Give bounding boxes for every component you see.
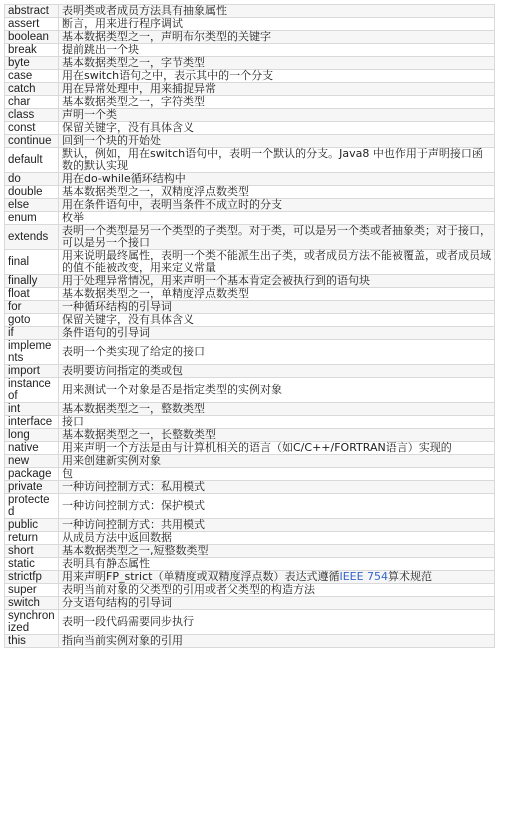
keyword-cell: private	[5, 481, 59, 494]
description-cell: 条件语句的引导词	[59, 327, 495, 340]
description-cell: 一种循环结构的引导词	[59, 301, 495, 314]
description-cell: 基本数据类型之一,短整数类型	[59, 545, 495, 558]
table-row	[5, 199, 495, 212]
keyword-cell: int	[5, 403, 59, 416]
table-row	[5, 481, 495, 494]
description-cell: 一种访问控制方式：保护模式	[59, 494, 495, 519]
table-row	[5, 83, 495, 96]
description-cell: 表明要访问指定的类或包	[59, 365, 495, 378]
description-cell: 表明具有静态属性	[59, 558, 495, 571]
keyword-cell: switch	[5, 597, 59, 610]
table-row	[5, 597, 495, 610]
keyword-cell: goto	[5, 314, 59, 327]
table-row	[5, 494, 495, 519]
keyword-cell: do	[5, 173, 59, 186]
keyword-cell: package	[5, 468, 59, 481]
keyword-cell: protected	[5, 494, 59, 519]
table-row	[5, 442, 495, 455]
java-keywords-table	[4, 4, 495, 648]
keyword-cell: interface	[5, 416, 59, 429]
description-cell: 基本数据类型之一，单精度浮点数类型	[59, 288, 495, 301]
table-row	[5, 558, 495, 571]
table-row	[5, 365, 495, 378]
description-cell: 表明一段代码需要同步执行	[59, 610, 495, 635]
description-cell: 基本数据类型之一，字符类型	[59, 96, 495, 109]
table-row	[5, 250, 495, 275]
keyword-cell: this	[5, 635, 59, 648]
table-row	[5, 378, 495, 403]
description-cell: 用在switch语句之中，表示其中的一个分支	[59, 70, 495, 83]
ieee-754-link[interactable]: IEEE 754	[339, 570, 389, 583]
table-row	[5, 584, 495, 597]
keyword-table-container	[4, 4, 494, 648]
description-cell: 表明一个类实现了给定的接口	[59, 340, 495, 365]
table-row	[5, 148, 495, 173]
keyword-cell: double	[5, 186, 59, 199]
description-cell: 用在异常处理中，用来捕捉异常	[59, 83, 495, 96]
table-row	[5, 70, 495, 83]
table-row	[5, 340, 495, 365]
table-row	[5, 31, 495, 44]
description-cell: 断言，用来进行程序调试	[59, 18, 495, 31]
description-cell: 用来声明一个方法是由与计算机相关的语言（如C/C++/FORTRAN语言）实现的	[59, 442, 495, 455]
description-text: 用来声明FP_strict（单精度或双精度浮点数）表达式遵循	[62, 570, 340, 583]
description-cell: 包	[59, 468, 495, 481]
table-row	[5, 122, 495, 135]
table-row	[5, 225, 495, 250]
keyword-cell: float	[5, 288, 59, 301]
keyword-cell: synchronized	[5, 610, 59, 635]
description-cell: 一种访问控制方式：共用模式	[59, 519, 495, 532]
keyword-cell: finally	[5, 275, 59, 288]
table-row	[5, 532, 495, 545]
table-row	[5, 109, 495, 122]
table-row	[5, 5, 495, 18]
description-cell: 分支语句结构的引导词	[59, 597, 495, 610]
description-cell: 用来测试一个对象是否是指定类型的实例对象	[59, 378, 495, 403]
keyword-cell: case	[5, 70, 59, 83]
description-cell: 保留关键字，没有具体含义	[59, 314, 495, 327]
description-cell: 指向当前实例对象的引用	[59, 635, 495, 648]
table-row	[5, 403, 495, 416]
keyword-cell: import	[5, 365, 59, 378]
keyword-cell: assert	[5, 18, 59, 31]
table-row	[5, 314, 495, 327]
description-cell: 表明当前对象的父类型的引用或者父类型的构造方法	[59, 584, 495, 597]
table-row	[5, 545, 495, 558]
description-cell: 基本数据类型之一，双精度浮点数类型	[59, 186, 495, 199]
table-row	[5, 519, 495, 532]
keyword-cell: default	[5, 148, 59, 173]
table-row	[5, 44, 495, 57]
table-row	[5, 96, 495, 109]
keyword-cell: static	[5, 558, 59, 571]
table-body	[5, 5, 495, 648]
table-row	[5, 135, 495, 148]
keyword-cell: break	[5, 44, 59, 57]
description-cell: 提前跳出一个块	[59, 44, 495, 57]
description-text-suffix: 算术规范	[388, 570, 433, 583]
description-cell: 用来说明最终属性，表明一个类不能派生出子类，或者成员方法不能被覆盖，或者成员域的值不能被改变，用来定义常量	[59, 250, 495, 275]
description-cell: 基本数据类型之一，字节类型	[59, 57, 495, 70]
keyword-cell: enum	[5, 212, 59, 225]
table-row	[5, 186, 495, 199]
keyword-cell: super	[5, 584, 59, 597]
keyword-cell: instanceof	[5, 378, 59, 403]
keyword-cell: char	[5, 96, 59, 109]
description-cell: 从成员方法中返回数据	[59, 532, 495, 545]
table-row	[5, 327, 495, 340]
description-cell: 用在条件语句中，表明当条件不成立时的分支	[59, 199, 495, 212]
table-row	[5, 468, 495, 481]
keyword-cell: implements	[5, 340, 59, 365]
table-row	[5, 429, 495, 442]
keyword-cell: public	[5, 519, 59, 532]
description-cell: 声明一个类	[59, 109, 495, 122]
table-row	[5, 275, 495, 288]
keyword-cell: strictfp	[5, 571, 59, 584]
description-cell	[59, 571, 495, 584]
description-cell: 基本数据类型之一，整数类型	[59, 403, 495, 416]
table-row	[5, 416, 495, 429]
keyword-cell: byte	[5, 57, 59, 70]
table-row	[5, 212, 495, 225]
keyword-cell: if	[5, 327, 59, 340]
keyword-cell: short	[5, 545, 59, 558]
keyword-cell: boolean	[5, 31, 59, 44]
description-cell: 枚举	[59, 212, 495, 225]
keyword-cell: catch	[5, 83, 59, 96]
keyword-cell: long	[5, 429, 59, 442]
keyword-cell: continue	[5, 135, 59, 148]
keyword-cell: const	[5, 122, 59, 135]
keyword-cell: else	[5, 199, 59, 212]
description-cell: 用于处理异常情况，用来声明一个基本肯定会被执行到的语句块	[59, 275, 495, 288]
description-cell: 基本数据类型之一，声明布尔类型的关键字	[59, 31, 495, 44]
table-row	[5, 610, 495, 635]
keyword-cell: extends	[5, 225, 59, 250]
keyword-cell: native	[5, 442, 59, 455]
description-cell: 用来创建新实例对象	[59, 455, 495, 468]
table-row	[5, 635, 495, 648]
keyword-cell: abstract	[5, 5, 59, 18]
description-cell: 接口	[59, 416, 495, 429]
keyword-cell: for	[5, 301, 59, 314]
table-row	[5, 571, 495, 584]
table-row	[5, 301, 495, 314]
table-row	[5, 57, 495, 70]
table-row	[5, 18, 495, 31]
description-cell: 默认，例如，用在switch语句中，表明一个默认的分支。Java8 中也作用于声明接口函数的默认实现	[59, 148, 495, 173]
table-row	[5, 288, 495, 301]
description-cell: 保留关键字，没有具体含义	[59, 122, 495, 135]
description-cell: 表明一个类型是另一个类型的子类型。对于类，可以是另一个类或者抽象类；对于接口，可以是另一个接口	[59, 225, 495, 250]
keyword-cell: final	[5, 250, 59, 275]
description-cell: 回到一个块的开始处	[59, 135, 495, 148]
description-cell: 基本数据类型之一，长整数类型	[59, 429, 495, 442]
table-row	[5, 173, 495, 186]
description-cell: 用在do-while循环结构中	[59, 173, 495, 186]
description-cell: 表明类或者成员方法具有抽象属性	[59, 5, 495, 18]
description-cell: 一种访问控制方式：私用模式	[59, 481, 495, 494]
keyword-cell: new	[5, 455, 59, 468]
keyword-cell: return	[5, 532, 59, 545]
keyword-cell: class	[5, 109, 59, 122]
table-row	[5, 455, 495, 468]
